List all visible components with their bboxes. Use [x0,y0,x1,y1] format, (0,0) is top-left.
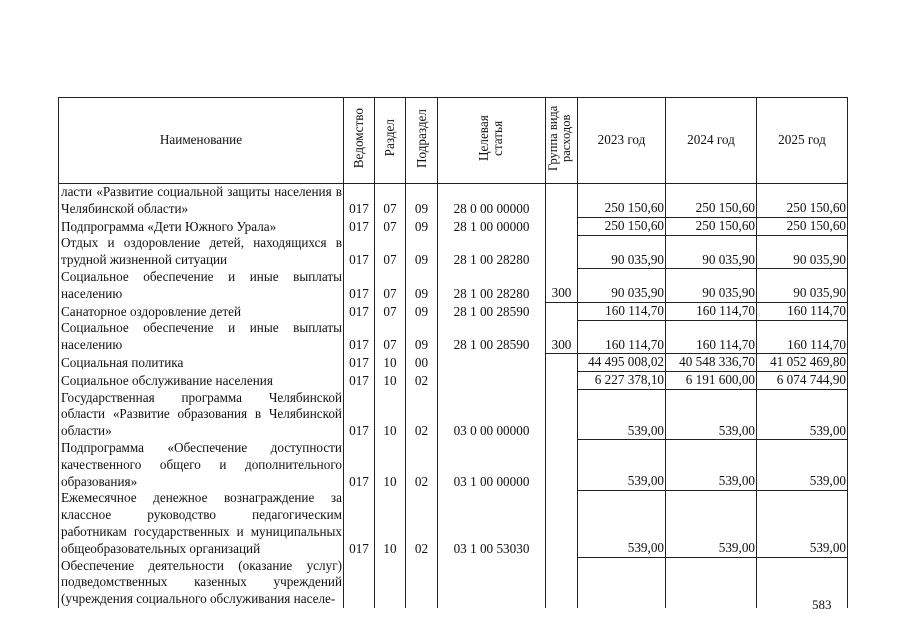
row-razdel: 07 [375,303,406,321]
row-gruppa [546,218,578,236]
row-2025: 250 150,60 [757,184,848,218]
row-2025: 539,00 [757,490,848,557]
row-celevaya: 28 1 00 28280 [438,269,546,303]
row-2024: 539,00 [666,490,757,557]
row-razdel: 10 [375,440,406,490]
row-gruppa [546,490,578,557]
row-vedomstvo: 017 [344,320,375,354]
row-name: Социальное обслуживание населения [59,372,344,390]
row-2025: 6 074 744,90 [757,372,848,390]
row-celevaya [438,558,546,608]
table-row [59,440,848,490]
row-2025: 160 114,70 [757,303,848,321]
header-razdel: Раздел [375,98,406,184]
row-podrazdel: 02 [406,372,438,390]
row-name: ласти «Развитие социальной защиты населения в Челябинской области» [59,184,344,218]
row-celevaya: 28 1 00 28590 [438,303,546,321]
header-name: Наименование [59,98,344,184]
row-vedomstvo: 017 [344,303,375,321]
budget-table [58,97,848,608]
header-vedomstvo: Ведомство [344,98,375,184]
table-header [59,98,848,184]
row-gruppa [546,390,578,440]
row-2023: 90 035,90 [578,269,666,303]
row-razdel: 07 [375,269,406,303]
row-2023: 539,00 [578,440,666,490]
row-podrazdel: 00 [406,354,438,372]
row-podrazdel: 09 [406,303,438,321]
row-vedomstvo: 017 [344,354,375,372]
row-2024: 6 191 600,00 [666,372,757,390]
row-2025 [757,558,848,608]
table-row [59,303,848,321]
row-2024: 250 150,60 [666,218,757,236]
row-name: Ежемесячное денежное вознаграждение за классное руководство педагогическим работникам государственных и муниципальных общеобразовательных организаций [59,490,344,557]
header-celevaya: Целевая статья [438,98,546,184]
row-celevaya [438,354,546,372]
row-name: Социальная политика [59,354,344,372]
row-celevaya [438,372,546,390]
row-2023: 539,00 [578,490,666,557]
row-2024: 90 035,90 [666,235,757,269]
row-podrazdel [406,558,438,608]
row-vedomstvo: 017 [344,269,375,303]
row-name: Подпрограмма «Обеспечение доступности качественного общего и дополнительного образования» [59,440,344,490]
row-celevaya: 28 1 00 28280 [438,235,546,269]
row-podrazdel: 02 [406,490,438,557]
row-razdel [375,558,406,608]
row-2023: 160 114,70 [578,320,666,354]
table-row [59,218,848,236]
row-2023: 250 150,60 [578,184,666,218]
row-vedomstvo: 017 [344,390,375,440]
row-razdel: 10 [375,390,406,440]
row-gruppa: 300 [546,269,578,303]
header-podrazdel: Подраздел [406,98,438,184]
row-gruppa [546,440,578,490]
row-vedomstvo: 017 [344,490,375,557]
header-2023: 2023 год [578,98,666,184]
row-name: Социальное обеспечение и иные выплаты населению [59,269,344,303]
row-podrazdel: 09 [406,235,438,269]
header-2025: 2025 год [757,98,848,184]
row-celevaya: 28 1 00 00000 [438,218,546,236]
row-vedomstvo [344,558,375,608]
table-body [59,184,848,608]
row-name: Санаторное оздоровление детей [59,303,344,321]
row-name: Социальное обеспечение и иные выплаты населению [59,320,344,354]
table-row [59,558,848,608]
row-name: Государственная программа Челябинской области «Развитие образования в Челябинской области» [59,390,344,440]
row-vedomstvo: 017 [344,235,375,269]
row-name: Подпрограмма «Дети Южного Урала» [59,218,344,236]
row-2024: 250 150,60 [666,184,757,218]
row-gruppa: 300 [546,320,578,354]
row-2023: 539,00 [578,390,666,440]
row-podrazdel: 02 [406,390,438,440]
row-2024: 160 114,70 [666,320,757,354]
row-2023: 6 227 378,10 [578,372,666,390]
row-2023 [578,558,666,608]
row-2024: 40 548 336,70 [666,354,757,372]
row-vedomstvo: 017 [344,184,375,218]
row-gruppa [546,184,578,218]
table-row [59,354,848,372]
row-2023: 160 114,70 [578,303,666,321]
row-celevaya: 28 0 00 00000 [438,184,546,218]
row-podrazdel: 09 [406,269,438,303]
row-celevaya: 03 1 00 53030 [438,490,546,557]
row-podrazdel: 09 [406,184,438,218]
table-row [59,269,848,303]
row-2025: 41 052 469,80 [757,354,848,372]
row-gruppa [546,558,578,608]
row-2023: 44 495 008,02 [578,354,666,372]
header-2024: 2024 год [666,98,757,184]
row-razdel: 10 [375,354,406,372]
table-row [59,184,848,218]
row-vedomstvo: 017 [344,372,375,390]
row-2025: 250 150,60 [757,218,848,236]
row-name: Отдых и оздоровление детей, находящихся в трудной жизненной ситуации [59,235,344,269]
row-razdel: 07 [375,218,406,236]
row-vedomstvo: 017 [344,440,375,490]
row-gruppa [546,235,578,269]
row-podrazdel: 09 [406,218,438,236]
header-gruppa: Группа вида расходов [546,98,578,184]
row-podrazdel: 02 [406,440,438,490]
table-row [59,320,848,354]
row-razdel: 07 [375,320,406,354]
row-vedomstvo: 017 [344,218,375,236]
row-2025: 160 114,70 [757,320,848,354]
row-2025: 539,00 [757,390,848,440]
row-2024 [666,558,757,608]
row-name: Обеспечение деятельности (оказание услуг) подведомственных казенных учреждений (учреждения социального обслуживания населе- [59,558,344,608]
row-gruppa [546,354,578,372]
row-podrazdel: 09 [406,320,438,354]
row-gruppa [546,303,578,321]
row-2024: 90 035,90 [666,269,757,303]
row-celevaya: 03 1 00 00000 [438,440,546,490]
row-2024: 539,00 [666,440,757,490]
row-razdel: 10 [375,372,406,390]
row-2023: 250 150,60 [578,218,666,236]
row-gruppa [546,372,578,390]
table-row [59,372,848,390]
row-2023: 90 035,90 [578,235,666,269]
row-razdel: 07 [375,184,406,218]
table-row [59,490,848,557]
table-row [59,235,848,269]
page-number: 583 [812,597,832,612]
row-razdel: 07 [375,235,406,269]
row-2024: 160 114,70 [666,303,757,321]
row-2025: 90 035,90 [757,235,848,269]
row-2025: 90 035,90 [757,269,848,303]
table-row [59,390,848,440]
row-celevaya: 03 0 00 00000 [438,390,546,440]
row-2025: 539,00 [757,440,848,490]
row-celevaya: 28 1 00 28590 [438,320,546,354]
row-razdel: 10 [375,490,406,557]
row-2024: 539,00 [666,390,757,440]
